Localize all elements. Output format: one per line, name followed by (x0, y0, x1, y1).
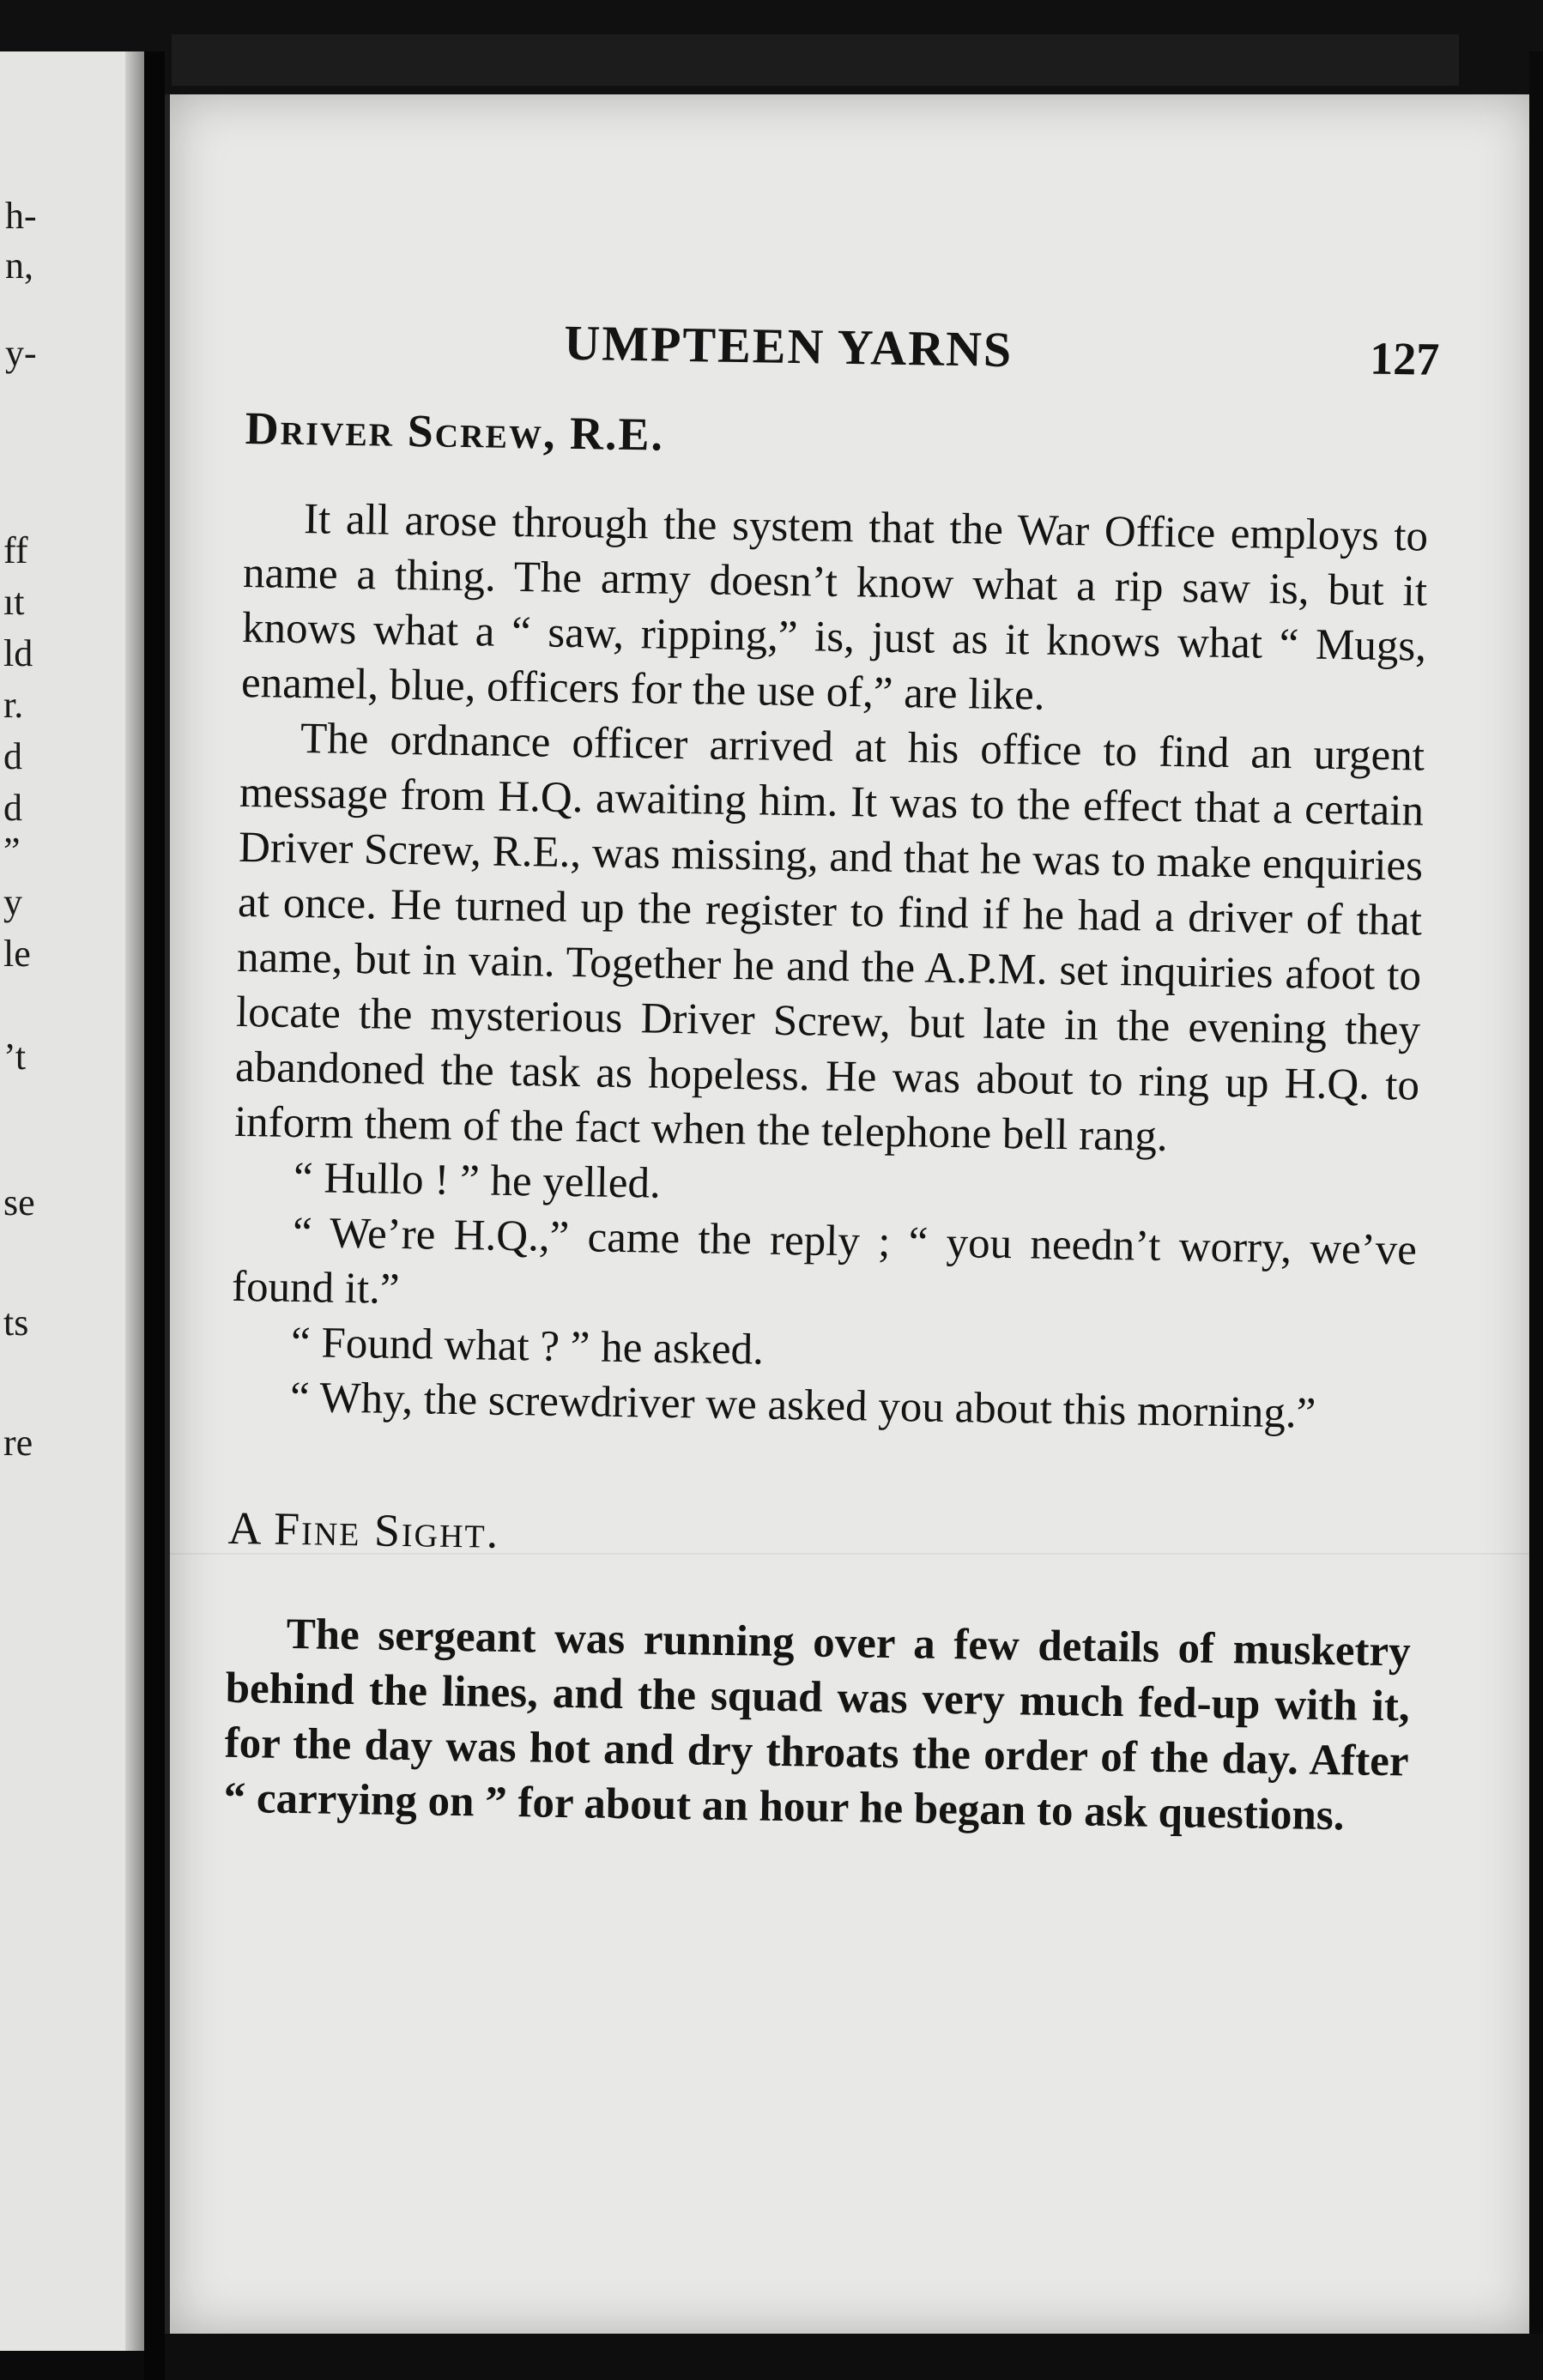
page-number: 127 (1369, 332, 1440, 385)
facing-page-text: ff (3, 529, 28, 571)
scan-shadow (172, 34, 1459, 86)
facing-page-text: n, (5, 245, 33, 287)
facing-page-text: ” (3, 830, 21, 872)
story-title: A Fine Sight. (227, 1501, 500, 1558)
story-paragraph: The ordnance officer arrived at his office to find an urgent message from H.Q. awaiting him. It was to the effect that a certain Driver Screw, R.E., was missing, and that he was to make enquiries at once. He turned up the register to find if he had a driver of that name, but in vain. Together he and the A.P.M. set inquiries afoot to locate the mysterious Driver Screw, but late in the evening they abandoned the task as hopeless. He was about to ring up H.Q. to inform them of the fact when the telephone bell rang. (233, 715, 1425, 1161)
facing-page-text: ts (3, 1302, 29, 1344)
facing-page-text: h- (5, 195, 37, 237)
facing-page-text: d (3, 735, 22, 777)
facing-page-text: ’t (3, 1036, 27, 1078)
facing-page-text: r. (3, 684, 24, 726)
facing-page-edge (0, 51, 144, 2351)
facing-page-text: y (3, 881, 22, 923)
page-content (223, 309, 1440, 1844)
story-driver-screw (230, 402, 1431, 1443)
facing-page-text: ıt (3, 581, 25, 623)
book-page (165, 94, 1534, 2334)
story-paragraph: “ Why, the screwdriver we asked you about this morning.” (289, 1373, 1316, 1438)
facing-page-text: ld (3, 632, 33, 674)
story-title: Driver Screw, R.E. (245, 402, 665, 461)
running-head-title: UMPTEEN YARNS (563, 314, 1014, 378)
running-head (246, 309, 1440, 396)
story-paragraph: “ We’re H.Q.,” came the reply ; “ you needn’t worry, we’ve found it.” (231, 1208, 1418, 1314)
facing-page-text: le (3, 933, 31, 975)
scan-border-top (0, 0, 1543, 94)
facing-page-text: y- (5, 332, 37, 374)
scan-border-bottom (165, 2334, 1543, 2380)
story-paragraph: “ Hullo ! ” he yelled. (293, 1153, 662, 1208)
facing-page-text: re (3, 1422, 33, 1464)
facing-page-text: se (3, 1181, 35, 1223)
facing-page-text: d (3, 787, 22, 829)
story-fine-sight (223, 1501, 1413, 1845)
book-spine (144, 51, 165, 2380)
story-paragraph: The sergeant was running over a few details of musketry behind the lines, and the squad was very much fed-up with it, for the day was hot and dry throats the order of the day. After “ carrying on ” for about an hour he began to ask questions. (223, 1610, 1412, 1840)
scan-border-right (1529, 51, 1543, 2380)
story-paragraph: “ Found what ? ” he asked. (290, 1318, 765, 1374)
page-gutter (125, 51, 144, 2351)
story-paragraph: It all arose through the system that the War Office employs to name a thing. The army doesn’t know what a rip saw is, but it knows what a “ saw, ripping,” is, just as it knows what “ Mugs, enamel, blue, officers for the use of,” are like. (240, 495, 1429, 720)
